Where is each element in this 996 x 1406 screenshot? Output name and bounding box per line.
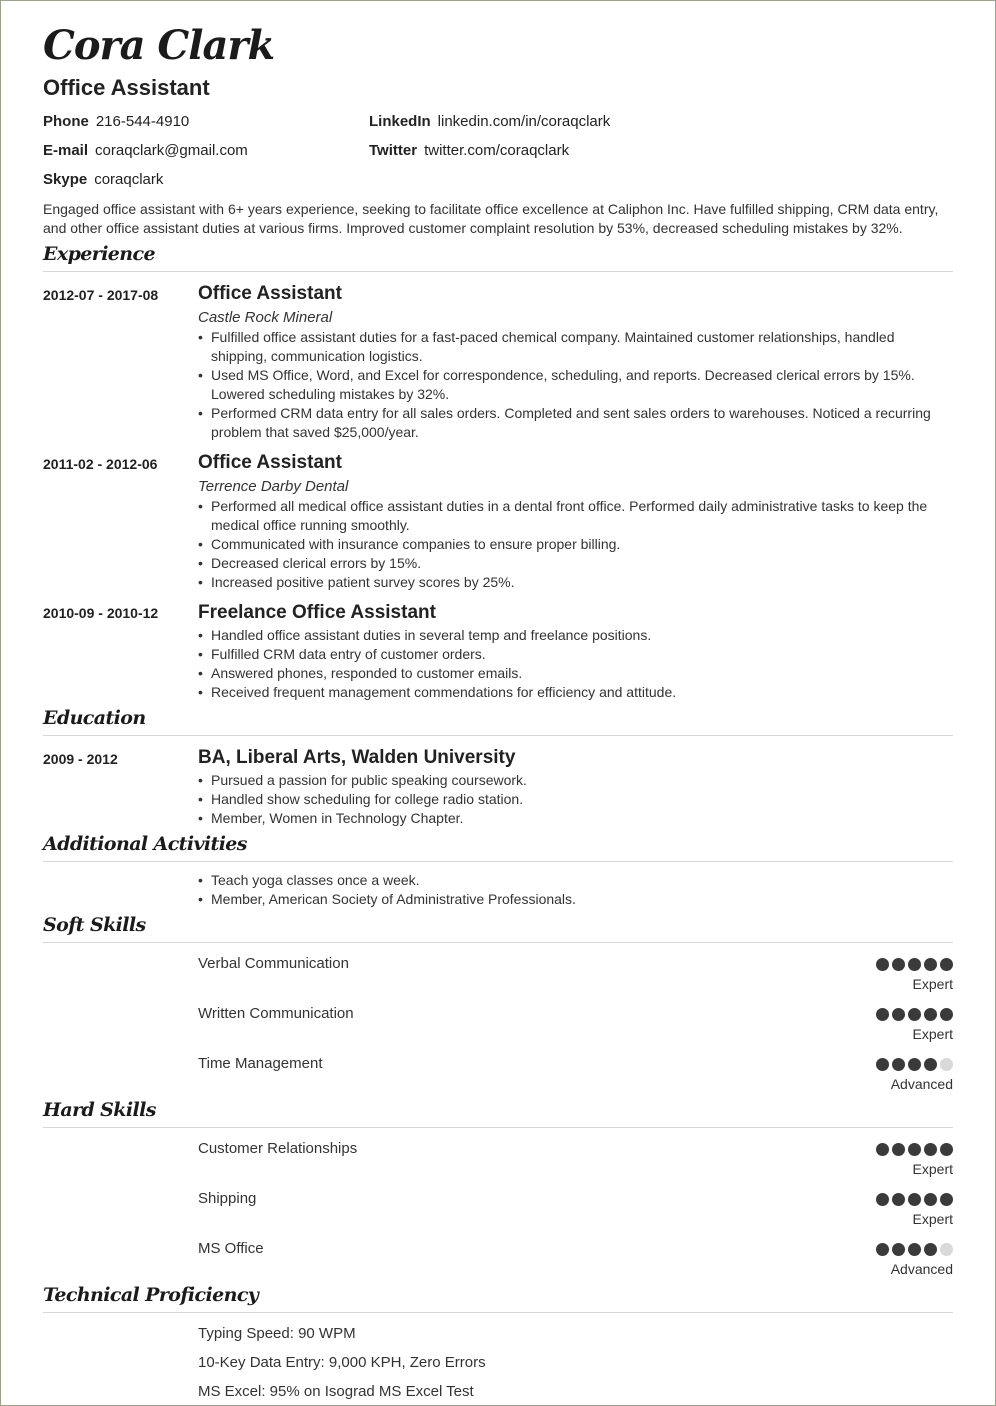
contact-email [43, 142, 248, 159]
linkedin-label: LinkedIn [369, 113, 431, 130]
skill-name: Customer Relationships [198, 1140, 358, 1157]
skill-level: Expert [912, 1161, 953, 1177]
candidate-name: Cora Clark [43, 22, 275, 69]
rating-dot-filled [892, 1008, 905, 1021]
list-item: • Decreased clerical errors by 15%. [198, 554, 938, 573]
skill-name: MS Office [198, 1240, 264, 1257]
email-value[interactable]: coraqclark@gmail.com [95, 142, 248, 159]
list-item: • Communicated with insurance companies to ensure proper billing. [198, 535, 938, 554]
list-item: • Used MS Office, Word, and Excel for correspondence, scheduling, and reports. Decreased clerical errors by 15%. Lowered scheduling mistakes by 32%. [198, 366, 938, 404]
rating-dot-filled [876, 1058, 889, 1071]
section-hard-skills [43, 1099, 953, 1128]
job-title: Office Assistant [198, 283, 342, 304]
email-label: E-mail [43, 142, 89, 159]
skill-rating [876, 958, 953, 971]
twitter-value[interactable]: twitter.com/coraqclark [424, 142, 570, 159]
rating-dot-filled [876, 958, 889, 971]
phone-value: 216-544-4910 [95, 113, 190, 130]
twitter-label: Twitter [369, 142, 418, 159]
skill-rating [876, 1143, 953, 1156]
phone-label: Phone [43, 113, 89, 130]
skill-name: Shipping [198, 1190, 257, 1207]
section-title: Experience [43, 243, 155, 265]
rating-dot-filled [908, 1143, 921, 1156]
education-dates: 2009 - 2012 [43, 751, 118, 767]
job-dates: 2012-07 - 2017-08 [43, 287, 159, 303]
job-dates: 2011-02 - 2012-06 [43, 456, 158, 472]
rating-dot-filled [876, 1243, 889, 1256]
rating-dot-filled [892, 1058, 905, 1071]
rating-dot-filled [876, 1193, 889, 1206]
education-bullets [198, 771, 938, 828]
rating-dot-empty [940, 1058, 953, 1071]
job-title: Office Assistant [198, 452, 342, 473]
skill-rating [876, 1008, 953, 1021]
list-item: • Fulfilled office assistant duties for a fast-paced chemical company. Maintained customer relationships, handled shipping, communication logistics. [198, 328, 938, 366]
list-item: • Teach yoga classes once a week. [198, 871, 938, 890]
list-item: • Answered phones, responded to customer emails. [198, 664, 938, 683]
rating-dot-filled [908, 1058, 921, 1071]
section-experience [43, 243, 953, 272]
section-title: Hard Skills [43, 1099, 156, 1121]
rating-dot-filled [892, 1193, 905, 1206]
rating-dot-filled [924, 1193, 937, 1206]
tech-item: MS Excel: 95% on Isograd MS Excel Test [198, 1383, 474, 1400]
skill-rating [876, 1243, 953, 1256]
rating-dot-filled [908, 1008, 921, 1021]
section-title: Technical Proficiency [43, 1284, 259, 1306]
contact-phone [43, 113, 189, 130]
contact-twitter [369, 142, 569, 159]
rating-dot-filled [908, 1243, 921, 1256]
skill-level: Expert [912, 976, 953, 992]
rating-dot-filled [908, 1193, 921, 1206]
rating-dot-filled [924, 1058, 937, 1071]
section-education [43, 707, 953, 736]
skype-label: Skype [43, 171, 88, 188]
skill-name: Verbal Communication [198, 955, 349, 972]
list-item: • Performed CRM data entry for all sales orders. Completed and sent sales orders to warehouses. Noticed a recurring problem that saved $25,000/year. [198, 404, 938, 442]
section-title: Additional Activities [43, 833, 247, 855]
section-title: Education [43, 707, 146, 729]
list-item: • Member, Women in Technology Chapter. [198, 809, 938, 828]
rating-dot-empty [940, 1243, 953, 1256]
rating-dot-filled [876, 1143, 889, 1156]
rating-dot-filled [940, 1143, 953, 1156]
list-item: • Pursued a passion for public speaking coursework. [198, 771, 938, 790]
job-bullets [198, 626, 938, 702]
rating-dot-filled [940, 1008, 953, 1021]
rating-dot-filled [892, 1243, 905, 1256]
section-soft-skills [43, 914, 953, 943]
skill-name: Written Communication [198, 1005, 354, 1022]
skill-level: Advanced [890, 1076, 953, 1092]
list-item: • Fulfilled CRM data entry of customer orders. [198, 645, 938, 664]
skill-level: Advanced [890, 1261, 953, 1277]
list-item: • Handled office assistant duties in several temp and freelance positions. [198, 626, 938, 645]
summary-text: Engaged office assistant with 6+ years experience, seeking to facilitate office excellence at Caliphon Inc. Have fulfilled shipping, CRM data entry, and other office assistant duties at various firms. Improved customer complaint resolution by 53%, decreased scheduling mistakes by 32%. [43, 201, 939, 236]
rating-dot-filled [908, 958, 921, 971]
rating-dot-filled [876, 1008, 889, 1021]
skill-name: Time Management [198, 1055, 323, 1072]
list-item: • Received frequent management commendations for efficiency and attitude. [198, 683, 938, 702]
skill-level: Expert [912, 1211, 953, 1227]
skill-level: Expert [912, 1026, 953, 1042]
section-activities [43, 833, 953, 862]
section-title: Soft Skills [43, 914, 146, 936]
rating-dot-filled [892, 1143, 905, 1156]
skill-rating [876, 1193, 953, 1206]
contact-skype [43, 171, 163, 188]
job-bullets [198, 328, 938, 442]
contact-linkedin [369, 113, 610, 130]
skill-rating [876, 1058, 953, 1071]
section-technical [43, 1284, 953, 1313]
skype-value: coraqclark [94, 171, 164, 188]
job-company: Castle Rock Mineral [198, 309, 333, 326]
rating-dot-filled [940, 958, 953, 971]
activities-bullets [198, 871, 938, 909]
job-company: Terrence Darby Dental [198, 478, 349, 495]
rating-dot-filled [924, 1243, 937, 1256]
job-bullets [198, 497, 938, 592]
rating-dot-filled [924, 1008, 937, 1021]
list-item: • Increased positive patient survey scores by 25%. [198, 573, 938, 592]
education-degree: BA, Liberal Arts, Walden University [198, 747, 516, 768]
list-item: • Handled show scheduling for college radio station. [198, 790, 938, 809]
candidate-title: Office Assistant [43, 75, 210, 100]
rating-dot-filled [892, 958, 905, 971]
tech-item: Typing Speed: 90 WPM [198, 1325, 356, 1342]
tech-item: 10-Key Data Entry: 9,000 KPH, Zero Errors [198, 1354, 486, 1371]
job-title: Freelance Office Assistant [198, 602, 436, 623]
linkedin-value[interactable]: linkedin.com/in/coraqclark [437, 113, 611, 130]
job-dates: 2010-09 - 2010-12 [43, 605, 159, 621]
rating-dot-filled [924, 958, 937, 971]
rating-dot-filled [940, 1193, 953, 1206]
rating-dot-filled [924, 1143, 937, 1156]
list-item: • Member, American Society of Administrative Professionals. [198, 890, 938, 909]
list-item: • Performed all medical office assistant duties in a dental front office. Performed daily administrative tasks to keep the medical office running smoothly. [198, 497, 938, 535]
